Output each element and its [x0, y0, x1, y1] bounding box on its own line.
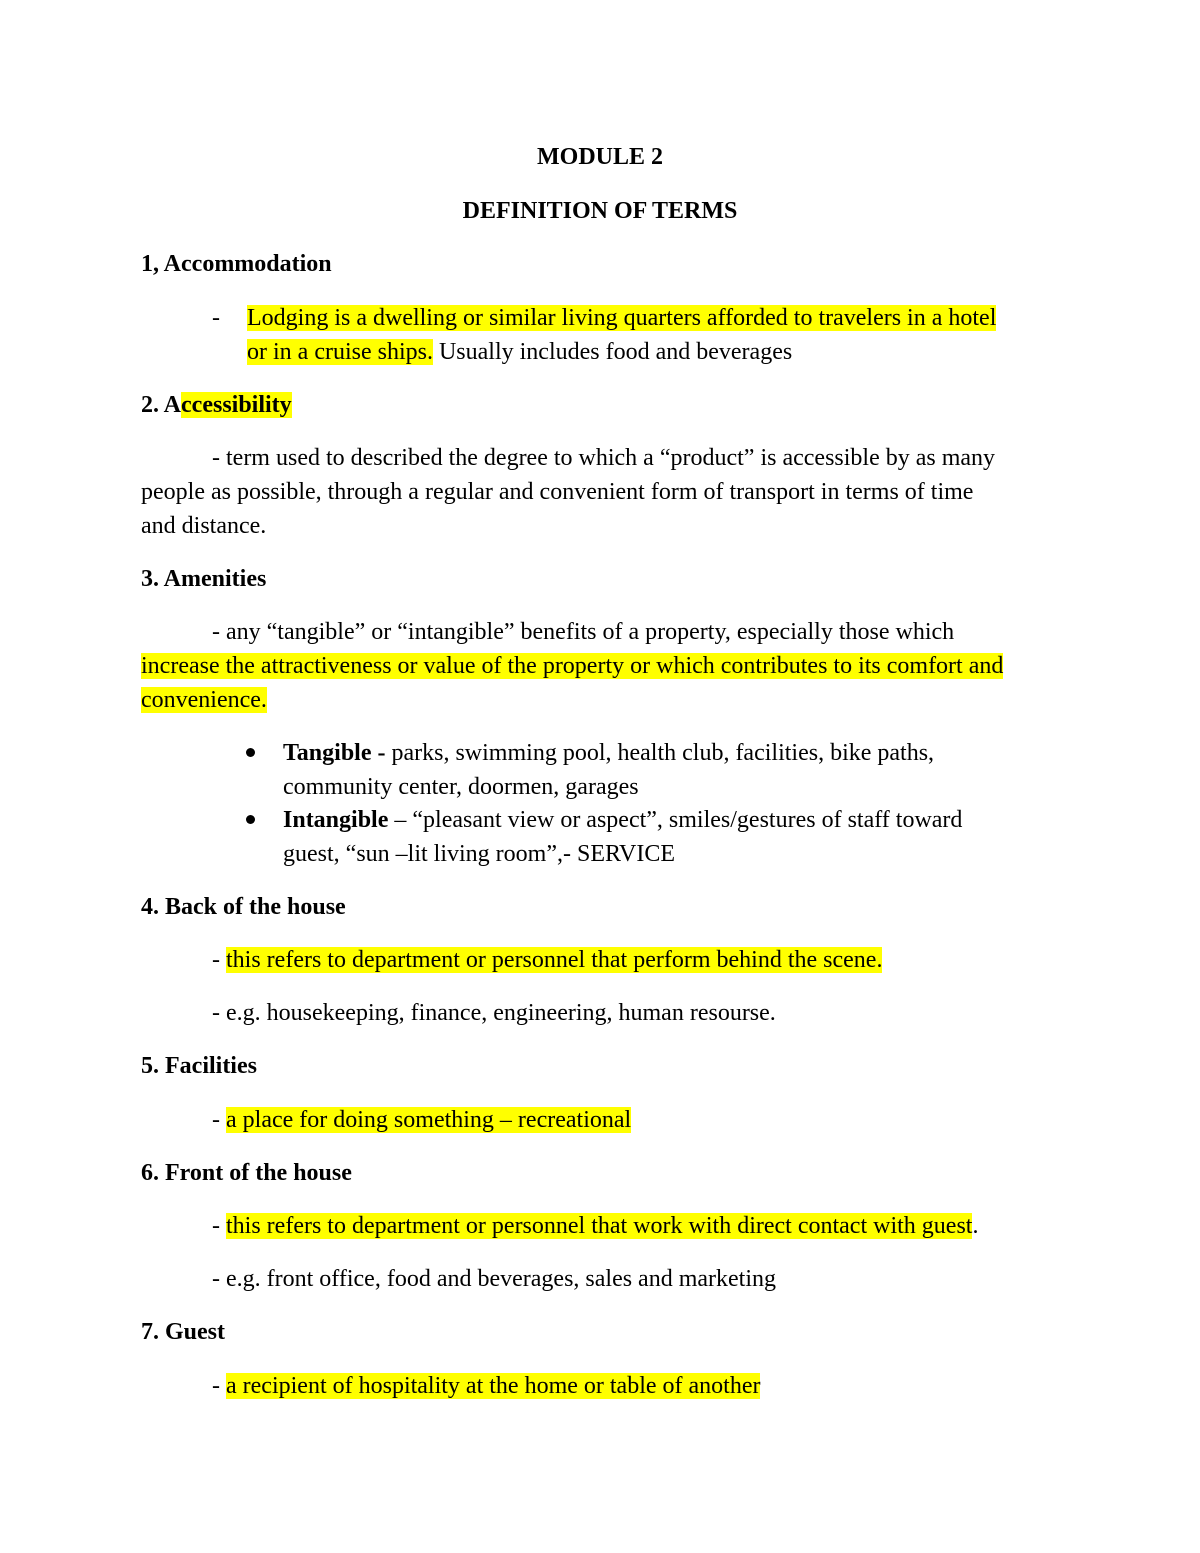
highlighted-text: a recipient of hospitality at the home or table of another: [226, 1373, 761, 1399]
example-line: - e.g. housekeeping, finance, engineering, human resourse.: [212, 1000, 776, 1026]
definition-dash: -: [212, 1373, 226, 1399]
page-title: MODULE 2: [537, 144, 663, 170]
definition-line: and distance.: [141, 513, 267, 539]
definition-line: [141, 649, 1003, 683]
highlighted-text: or in a cruise ships.: [247, 339, 433, 365]
bullet-item-tangible: [283, 736, 934, 770]
definition-line: [247, 335, 792, 369]
definition-dash: -: [212, 305, 220, 331]
highlighted-text: ccessibility: [181, 392, 292, 418]
term-heading-amenities: 3. Amenities: [141, 566, 267, 592]
term-heading-front-of-house: 6. Front of the house: [141, 1160, 352, 1186]
definition-line: [212, 1369, 760, 1403]
definition-text: .: [972, 1213, 979, 1239]
highlighted-text: Lodging is a dwelling or similar living quarters afforded to travelers in a hotel: [247, 305, 997, 331]
bullet-text: – “pleasant view or aspect”, smiles/gestures of staff toward: [388, 807, 963, 833]
definition-line: [212, 943, 882, 977]
bullet-item-continuation: guest, “sun –lit living room”,- SERVICE: [283, 841, 676, 867]
term-heading-back-of-house: 4. Back of the house: [141, 894, 346, 920]
definition-line: [212, 1209, 978, 1243]
definition-line: people as possible, through a regular and convenient form of transport in terms of time: [141, 479, 974, 505]
highlighted-text: this refers to department or personnel that work with direct contact with guest: [226, 1213, 973, 1239]
example-line: - e.g. front office, food and beverages, sales and marketing: [212, 1266, 777, 1292]
bullet-icon: [246, 815, 255, 824]
definition-dash: -: [212, 947, 226, 973]
definition-line: - any “tangible” or “intangible” benefits of a property, especially those which: [212, 619, 955, 645]
definition-dash: -: [212, 1107, 226, 1133]
term-heading-accessibility: [141, 388, 292, 422]
term-heading-facilities: 5. Facilities: [141, 1053, 257, 1079]
definition-text: Usually includes food and beverages: [432, 339, 793, 365]
heading-text: 2. A: [141, 392, 182, 418]
bullet-text: parks, swimming pool, health club, facilities, bike paths,: [385, 740, 935, 766]
highlighted-text: increase the attractiveness or value of the property or which contributes to its comfort and: [141, 653, 1004, 679]
bullet-item-intangible: [283, 803, 962, 837]
page-subtitle: DEFINITION OF TERMS: [462, 198, 738, 224]
term-heading-accommodation: 1, Accommodation: [141, 251, 332, 277]
definition-line: [247, 301, 996, 335]
highlighted-text: a place for doing something – recreational: [226, 1107, 632, 1133]
definition-line: [141, 683, 267, 717]
bullet-icon: [246, 748, 255, 757]
definition-line: [212, 1103, 631, 1137]
bullet-label: Tangible -: [283, 740, 386, 766]
highlighted-text: this refers to department or personnel that perform behind the scene.: [226, 947, 883, 973]
bullet-label: Intangible: [283, 807, 389, 833]
highlighted-text: convenience.: [141, 687, 267, 713]
term-heading-guest: 7. Guest: [141, 1319, 225, 1345]
bullet-item-continuation: community center, doormen, garages: [283, 774, 639, 800]
definition-dash: -: [212, 1213, 226, 1239]
definition-line: - term used to described the degree to which a “product” is accessible by as many: [212, 445, 996, 471]
